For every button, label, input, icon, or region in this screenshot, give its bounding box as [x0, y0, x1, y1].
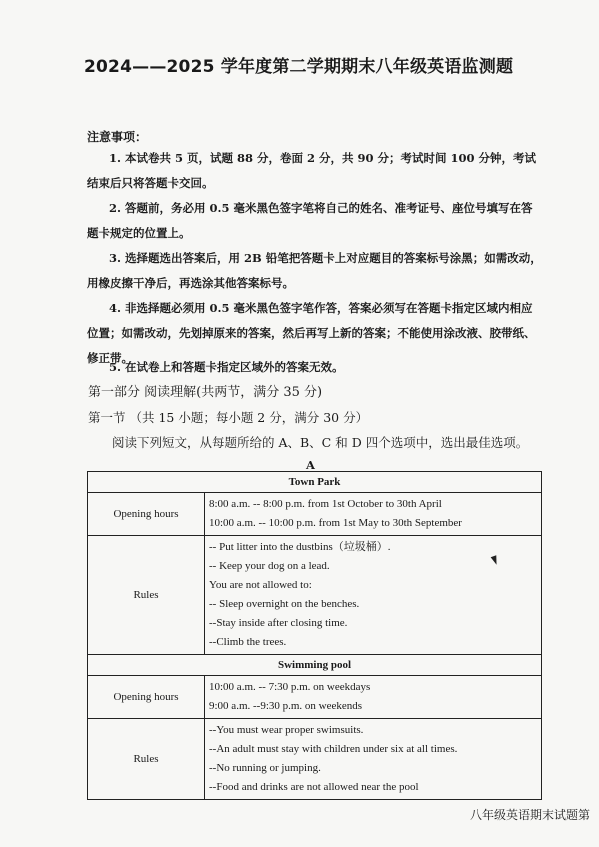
- rule-line: -- Keep your dog on a lead.: [209, 560, 330, 572]
- rule-line: --No running or jumping.: [209, 762, 321, 774]
- hours-line: 10:00 a.m. -- 10:00 p.m. from 1st May to 30th September: [209, 517, 462, 529]
- hours-line: 8:00 a.m. -- 8:00 p.m. from 1st October to 30th April: [209, 498, 442, 510]
- part-title: 第一部分 阅读理解(共两节，满分 35 分): [88, 385, 323, 400]
- section-title: 第一节 （共 15 小题；每小题 2 分，满分 30 分）: [88, 410, 369, 425]
- table-row: [88, 676, 542, 719]
- park-heading: Town Park: [88, 472, 542, 493]
- table-row: [88, 536, 542, 655]
- page-title: 2024——2025 学年度第二学期期末八年级英语监测题: [84, 57, 514, 77]
- rule-line: --Climb the trees.: [209, 636, 287, 648]
- park-hours-label: Opening hours: [88, 493, 205, 536]
- page-footer: 八年级英语期末试题第: [470, 808, 591, 822]
- table-row: [88, 493, 542, 536]
- section-instruction: 阅读下列短文，从每题所给的 A、B、C 和 D 四个选项中，选出最佳选项。: [112, 435, 529, 450]
- pool-hours-cell: [205, 676, 542, 719]
- rule-line: --Stay inside after closing time.: [209, 617, 348, 629]
- notice-table: [87, 471, 542, 800]
- table-row: [88, 655, 542, 676]
- note-item: 3. 选择题选出答案后，用 2B 铅笔把答题卡上对应题目的答案标号涂黑；如需改动，用橡皮擦干净后，再选涂其他答案标号。: [87, 251, 542, 290]
- note-item: 5. 在试卷上和答题卡指定区域外的答案无效。: [109, 360, 344, 374]
- notes-heading: 注意事项：: [87, 130, 148, 144]
- park-rules-cell: [205, 536, 542, 655]
- park-hours-cell: [205, 493, 542, 536]
- hours-line: 10:00 a.m. -- 7:30 p.m. on weekdays: [209, 681, 371, 693]
- pool-rules-label: Rules: [88, 719, 205, 800]
- pool-rules-cell: [205, 719, 542, 800]
- note-item: 4. 非选择题必须用 0.5 毫米黑色签字笔作答，答案必须写在答题卡指定区域内相应位置；如需改动，先划掉原来的答案，然后再写上新的答案；不能使用涂改液、胶带纸、修正带。: [87, 301, 536, 365]
- park-rules-label: Rules: [88, 536, 205, 655]
- passage-label: A: [306, 458, 315, 472]
- rule-line: You are not allowed to:: [209, 579, 312, 591]
- table-row: [88, 472, 542, 493]
- note-item: 1. 本试卷共 5 页，试题 88 分，卷面 2 分，共 90 分；考试时间 100 分钟，考试结束后只将答题卡交回。: [87, 151, 537, 190]
- rule-line: --You must wear proper swimsuits.: [209, 724, 364, 736]
- note-item: 2. 答题前，务必用 0.5 毫米黑色签字笔将自己的姓名、准考证号、座位号填写在答题卡规定的位置上。: [87, 201, 533, 240]
- rule-line: --Food and drinks are not allowed near the pool: [209, 781, 419, 793]
- rule-line: -- Sleep overnight on the benches.: [209, 598, 360, 610]
- pool-hours-label: Opening hours: [88, 676, 205, 719]
- rule-line: -- Put litter into the dustbins（垃圾桶）.: [209, 541, 391, 553]
- pool-heading: Swimming pool: [88, 655, 542, 676]
- table-row: [88, 719, 542, 800]
- rule-line: --An adult must stay with children under six at all times.: [209, 743, 458, 755]
- hours-line: 9:00 a.m. --9:30 p.m. on weekends: [209, 700, 363, 712]
